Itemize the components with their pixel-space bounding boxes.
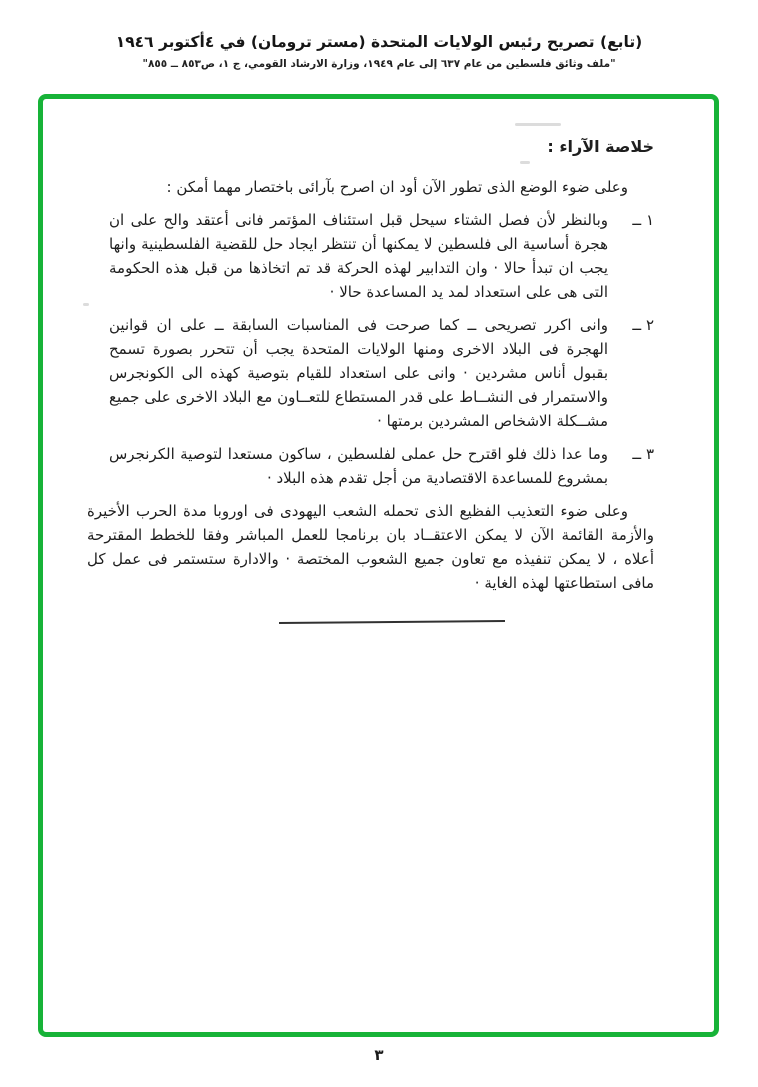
scan-artifact (515, 123, 561, 126)
item-2-number: ٢ ــ (632, 316, 654, 334)
section-heading: خلاصة الآراء : (547, 137, 654, 156)
item-2-text: وانى اكرر تصريحى ــ كما صرحت فى المناسبات السابقة ــ على ان قوانين الهجرة فى البلاد الاخرى ومنها الولايات المتحدة يجب أن تتحرر بصورة تسمح بقبول أناس مشردين · وانى على استعداد للقيام بتوصية كهذه الى الكونجرس والاستمرار فى النشــاط على قدر المستطاع للتعــاون مع البلاد الاخرى على جميع مشــكلة الاشخاص المشردين برمتها · (109, 316, 608, 430)
page-number: ٣ (374, 1046, 384, 1064)
source-citation: "ملف وثائق فلسطين من عام ٦٣٧ إلى عام ١٩٤٩، وزارة الارشاد القومي، ج ١، ص٨٥٣ ــ ٨٥٥" (142, 58, 616, 70)
header-title: (تابع) تصريح رئيس الولايات المتحدة (مستر ترومان) في ٤أكتوبر ١٩٤٦ (115, 33, 643, 51)
green-highlight-frame (38, 94, 719, 1037)
document-header (70, 33, 688, 70)
closing-paragraph: وعلى ضوء التعذيب الفظيع الذى تحمله الشعب اليهودى فى اوروبا مدة الحرب الأخيرة والأزمة القائمة الآن لا يمكن الاعتقــاد بان برنامجا للعمل المباشر وفقا للخطط المقترحة أعلاه ، لا يمكن تنفيذه مع تعاون جميع الشعوب المختصة · والادارة ستستمر فى عمل كل مافى استطاعتها لهذه الغاية · (87, 502, 654, 592)
item-3-number: ٣ ــ (632, 445, 654, 463)
intro-paragraph: وعلى ضوء الوضع الذى تطور الآن أود ان اصرح بآرائى باختصار مهما أمكن : (166, 178, 628, 196)
item-3-text: وما عدا ذلك فلو اقترح حل عملى لفلسطين ، ساكون مستعدا لتوصية الكرنجرس بمشروع للمساعدة الاقتصادية من أجل تقدم هذه البلاد · (109, 445, 608, 487)
list-item-1 (109, 208, 654, 304)
list-item-2 (109, 313, 654, 433)
list-item-3 (109, 442, 654, 490)
item-1-number: ١ ــ (632, 211, 654, 229)
item-1-text: وبالنظر لأن فصل الشتاء سيحل قبل استئناف المؤتمر فانى أعتقد والح على ان هجرة أساسية الى فلسطين لا يمكنها أن تنتظر ايجاد حل للقضية الفلسطينية وانها يجب ان تبدأ حالا · وان التدابير لهذه الحركة قد تم اتخاذها من قبل هذه الحكومة التى هى على استعداد لمد يد المساعدة حالا · (109, 211, 608, 301)
document-body (87, 135, 654, 623)
numbered-list (87, 208, 654, 490)
scan-artifact (83, 303, 89, 306)
end-divider-line (278, 620, 504, 624)
scan-artifact (520, 161, 530, 164)
